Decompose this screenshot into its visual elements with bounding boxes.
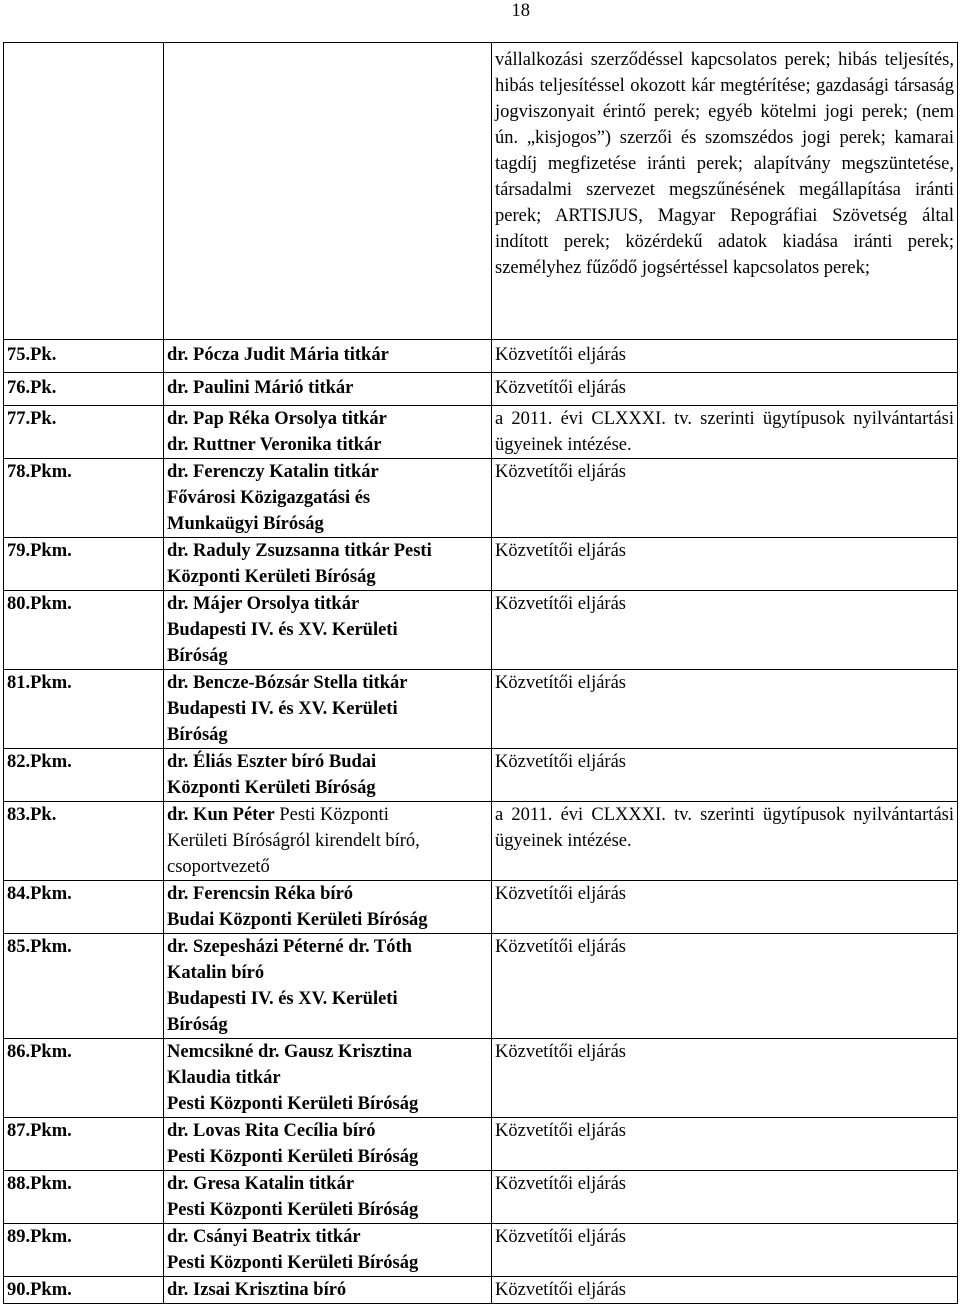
table-row [4, 1039, 958, 1118]
assignee-name-line: Központi Kerületi Bíróság [167, 778, 376, 798]
task-description: a 2011. évi CLXXXI. tv. szerinti ügytípusok nyilvántartási ügyeinek intézése. [492, 802, 958, 881]
row-number: 88.Pkm. [4, 1171, 164, 1224]
assignee-name-line: dr. Ferenczy Katalin titkár [167, 462, 379, 482]
assignee-name [164, 1277, 492, 1304]
task-description: Közvetítői eljárás [492, 340, 958, 373]
assignee-name-line: Bíróság [167, 725, 228, 745]
assignee-name-line: Budapesti IV. és XV. Kerületi [167, 699, 398, 719]
assignee-name-line: dr. Pócza Judit Mária titkár [167, 345, 389, 365]
table-row [4, 340, 958, 373]
task-description: Közvetítői eljárás [492, 1039, 958, 1118]
assignee-name [164, 749, 492, 802]
row-number: 77.Pk. [4, 406, 164, 459]
table-row [4, 538, 958, 591]
table-row [4, 749, 958, 802]
task-description: a 2011. évi CLXXXI. tv. szerinti ügytípusok nyilvántartási ügyeinek intézése. [492, 406, 958, 459]
assignee-name-line: dr. Lovas Rita Cecília bíró [167, 1121, 376, 1141]
row-number: 86.Pkm. [4, 1039, 164, 1118]
table-row [4, 373, 958, 406]
name-cell [164, 43, 492, 340]
task-cell-intro: vállalkozási szerződéssel kapcsolatos perek; hibás teljesítés, hibás teljesítéssel okozott kár megtérítése; gazdasági társaság jogviszonyait érintő perek; egyéb kötelmi jogi perek; (nem ún. „kisjogos”) szerzői és szomszédos jogi perek; kamarai tagdíj megfizetése iránti perek; alapítvány megszüntetése, társadalmi szervezet megszűnésének megállapítása iránti perek; ARTISJUS, Magyar Repográfiai Szövetség által indított perek; közérdekű adatok kiadása iránti perek; személyhez fűződő jogsértéssel kapcsolatos perek; [492, 43, 958, 340]
assignee-name-line: Pesti Központi Kerületi Bíróság [167, 1253, 419, 1273]
assignment-table [3, 42, 958, 1304]
assignee-name-line: dr. Májer Orsolya titkár [167, 594, 360, 614]
assignee-name-line: dr. Gresa Katalin titkár [167, 1174, 355, 1194]
assignee-name-line: dr. Bencze-Bózsár Stella titkár [167, 673, 408, 693]
assignee-name [164, 459, 492, 538]
task-description: Közvetítői eljárás [492, 459, 958, 538]
assignee-name-rest: Pesti Központi [274, 805, 389, 825]
table-row [4, 1277, 958, 1304]
assignee-name-line: csoportvezető [167, 857, 270, 877]
assignee-name-line: dr. Izsai Krisztina bíró [167, 1280, 347, 1300]
assignee-name-line: Bíróság [167, 646, 228, 666]
assignee-name-line: Katalin bíró [167, 963, 265, 983]
row-number: 79.Pkm. [4, 538, 164, 591]
table-row [4, 1171, 958, 1224]
table-row [4, 881, 958, 934]
assignee-name-line: Központi Kerületi Bíróság [167, 567, 376, 587]
assignee-name [164, 373, 492, 406]
table-row [4, 459, 958, 538]
row-number: 83.Pk. [4, 802, 164, 881]
assignee-name [164, 340, 492, 373]
row-number: 90.Pkm. [4, 1277, 164, 1304]
table-row [4, 406, 958, 459]
assignee-name-line: dr. Pap Réka Orsolya titkár [167, 409, 387, 429]
row-number: 89.Pkm. [4, 1224, 164, 1277]
table-row [4, 1118, 958, 1171]
task-description: Közvetítői eljárás [492, 1118, 958, 1171]
assignee-name-line: dr. Raduly Zsuzsanna titkár Pesti [167, 541, 432, 561]
task-description: Közvetítői eljárás [492, 538, 958, 591]
row-number: 85.Pkm. [4, 934, 164, 1039]
task-description: Közvetítői eljárás [492, 881, 958, 934]
table-row [4, 670, 958, 749]
assignee-name-line: dr. Paulini Márió titkár [167, 378, 354, 398]
row-number: 78.Pkm. [4, 459, 164, 538]
table-row-intro [4, 43, 958, 340]
row-number-cell [4, 43, 164, 340]
task-description: Közvetítői eljárás [492, 1277, 958, 1304]
table-row [4, 591, 958, 670]
assignee-name-line: Budai Központi Kerületi Bíróság [167, 910, 428, 930]
assignee-name [164, 406, 492, 459]
row-number: 75.Pk. [4, 340, 164, 373]
assignee-name-line: Nemcsikné dr. Gausz Krisztina [167, 1042, 412, 1062]
table-row [4, 802, 958, 881]
task-description: Közvetítői eljárás [492, 934, 958, 1039]
assignee-name-line: Pesti Központi Kerületi Bíróság [167, 1094, 419, 1114]
assignee-name-line: dr. Éliás Eszter bíró Budai [167, 752, 377, 772]
assignee-name-line: Fővárosi Közigazgatási és [167, 488, 371, 508]
assignee-name-line: Pesti Központi Kerületi Bíróság [167, 1147, 419, 1167]
assignee-name [164, 1224, 492, 1277]
row-number: 76.Pk. [4, 373, 164, 406]
assignee-name [164, 1118, 492, 1171]
assignee-name [164, 1171, 492, 1224]
assignee-name [164, 934, 492, 1039]
assignee-name-line: Budapesti IV. és XV. Kerületi [167, 989, 398, 1009]
assignee-name [164, 591, 492, 670]
table-row [4, 934, 958, 1039]
assignee-name-line: Klaudia titkár [167, 1068, 281, 1088]
task-description: Közvetítői eljárás [492, 1224, 958, 1277]
row-number: 82.Pkm. [4, 749, 164, 802]
assignee-name-line: Bíróság [167, 1015, 228, 1035]
assignee-name [164, 670, 492, 749]
assignee-name-line: dr. Ruttner Veronika titkár [167, 435, 382, 455]
assignee-name-line [167, 802, 488, 828]
assignee-name [164, 802, 492, 881]
assignee-name-bold: dr. Kun Péter [167, 805, 275, 825]
task-description: Közvetítői eljárás [492, 670, 958, 749]
task-description: Közvetítői eljárás [492, 749, 958, 802]
assignee-name-line: Pesti Központi Kerületi Bíróság [167, 1200, 419, 1220]
task-description: Közvetítői eljárás [492, 1171, 958, 1224]
row-number: 81.Pkm. [4, 670, 164, 749]
assignee-name-line: dr. Ferencsin Réka bíró [167, 884, 354, 904]
assignee-name [164, 1039, 492, 1118]
assignee-name-line: Kerületi Bíróságról kirendelt bíró, [167, 831, 420, 851]
assignee-name-line: Budapesti IV. és XV. Kerületi [167, 620, 398, 640]
row-number: 80.Pkm. [4, 591, 164, 670]
assignee-name [164, 881, 492, 934]
task-description: Közvetítői eljárás [492, 591, 958, 670]
assignee-name-line: dr. Szepesházi Péterné dr. Tóth [167, 937, 412, 957]
assignee-name [164, 538, 492, 591]
row-number: 84.Pkm. [4, 881, 164, 934]
assignee-name-line: dr. Csányi Beatrix titkár [167, 1227, 361, 1247]
page-number: 18 [511, 1, 530, 21]
task-description: Közvetítői eljárás [492, 373, 958, 406]
assignee-name-line: Munkaügyi Bíróság [167, 514, 324, 534]
table-row [4, 1224, 958, 1277]
row-number: 87.Pkm. [4, 1118, 164, 1171]
